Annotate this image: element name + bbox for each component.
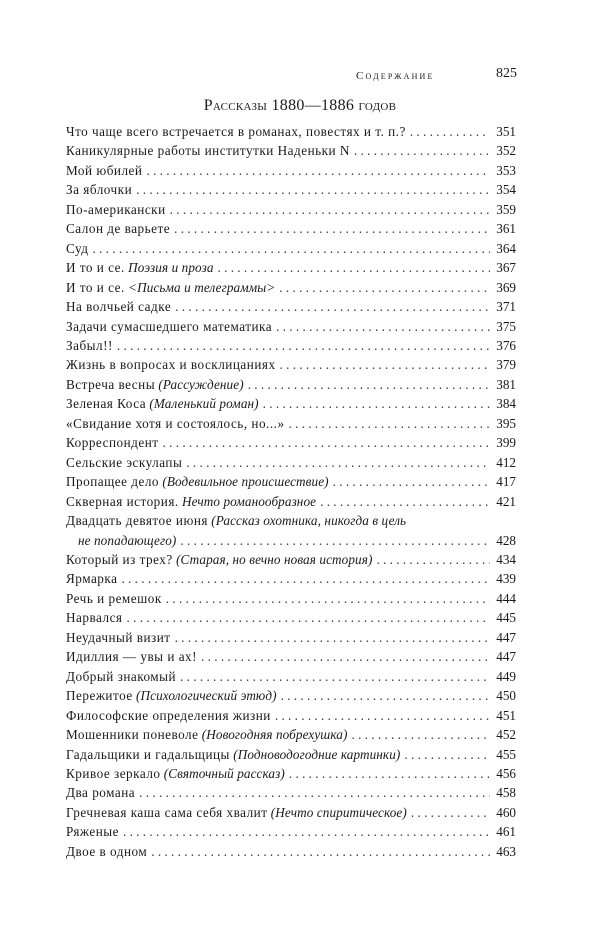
entry-title: Зеленая Коса (66, 396, 147, 412)
entry-title: Неудачный визит (66, 629, 171, 645)
entry-title: Встреча весны (66, 376, 156, 392)
toc-entry (66, 550, 516, 569)
toc-entry (66, 433, 516, 452)
entry-page-number: 351 (496, 124, 516, 139)
entry-title: Забыл!! (66, 337, 113, 353)
entry-title: Философские определения жизни (66, 707, 271, 723)
entry-subtitle: (Рассказ охотника, никогда в цель (211, 513, 407, 529)
dot-leader (275, 706, 490, 725)
entry-title: И то и се. (66, 279, 125, 295)
toc-entry (66, 317, 516, 336)
toc-entry (66, 297, 516, 316)
dot-leader (163, 433, 490, 452)
entry-page-number: 361 (496, 221, 516, 237)
dot-leader (289, 414, 490, 433)
entry-page-number: 353 (496, 162, 516, 178)
toc-entry (66, 161, 516, 180)
dot-leader (411, 803, 490, 822)
dot-leader (180, 667, 490, 686)
entry-page-number: 444 (496, 590, 516, 606)
entry-title: Корреспондент (66, 435, 159, 451)
entry-title: Задачи сумасшедшего математика (66, 318, 273, 334)
entry-title: Гречневая каша сама себя хвалит (66, 804, 268, 820)
toc-entry (66, 686, 516, 705)
dot-leader (127, 608, 491, 627)
entry-title: Салон де варьете (66, 221, 171, 237)
toc-entry (66, 589, 516, 608)
entry-title: Каникулярные работы институтки Наденьки N (66, 143, 350, 159)
dot-leader (174, 219, 490, 238)
toc-entry (66, 706, 516, 725)
entry-title: Добрый знакомый (66, 668, 177, 684)
toc-entry (66, 725, 516, 744)
dot-leader (175, 297, 490, 316)
entry-title: Гадальщики и гадальщицы (66, 746, 230, 762)
entry-page-number: 371 (496, 299, 516, 315)
entry-title: За яблочки (66, 182, 133, 198)
entry-page-number: 428 (496, 532, 516, 548)
dot-leader (289, 764, 490, 783)
entry-title: По-американски (66, 201, 166, 217)
entry-title: На волчьей садке (66, 299, 172, 315)
entry-title: Скверная история. (66, 493, 179, 509)
entry-title: «Свидание хотя и состоялось, но...» (66, 415, 285, 431)
dot-leader (279, 278, 490, 297)
dot-leader (121, 569, 490, 588)
dot-leader (180, 531, 490, 550)
entry-page-number: 460 (496, 804, 516, 820)
entry-page-number: 451 (496, 707, 516, 723)
dot-leader (280, 355, 490, 374)
toc-entry (66, 511, 516, 530)
running-head (0, 64, 600, 88)
toc-entry (66, 647, 516, 666)
entry-page-number: 445 (496, 610, 516, 626)
entry-subtitle: (Психологический этюд) (136, 688, 277, 704)
toc-entry (66, 394, 516, 413)
toc-entry (66, 667, 516, 686)
entry-page-number: 417 (496, 474, 516, 490)
dot-leader (201, 647, 490, 666)
toc-entry (66, 608, 516, 627)
dot-leader (276, 317, 490, 336)
dot-leader (218, 258, 490, 277)
entry-page-number: 455 (496, 746, 516, 762)
dot-leader (354, 141, 490, 160)
dot-leader (351, 725, 490, 744)
entry-page-number: 461 (496, 824, 516, 840)
entry-title: Кривое зеркало (66, 765, 161, 781)
toc-entry (66, 258, 516, 277)
entry-page-number: 450 (496, 688, 516, 704)
entry-title: Сельские эскулапы (66, 454, 183, 470)
toc-entry (66, 122, 516, 141)
entry-title: Пропащее дело (66, 474, 160, 490)
toc-entry (66, 141, 516, 160)
entry-page-number: 384 (496, 396, 516, 412)
entry-title: Идиллия — увы и ах! (66, 649, 198, 665)
toc-entry (66, 200, 516, 219)
toc-entry (66, 472, 516, 491)
entry-subtitle: (Маленький роман) (149, 396, 259, 412)
entry-page-number: 399 (496, 435, 516, 451)
entry-page-number: 447 (496, 649, 516, 665)
entry-page-number: 458 (496, 785, 516, 801)
entry-title: Речь и ремешок (66, 590, 162, 606)
entry-title: Мой юбилей (66, 162, 143, 178)
entry-page-number: 364 (496, 240, 516, 256)
toc-entry (66, 803, 516, 822)
toc-entry (66, 453, 516, 472)
entry-title: Двадцать девятое июня (66, 513, 208, 529)
toc-entry (66, 375, 516, 394)
toc-entry (66, 336, 516, 355)
table-of-contents (66, 122, 516, 861)
entry-title: Двое в одном (66, 843, 148, 859)
dot-leader (151, 842, 490, 861)
entry-page-number: 359 (496, 201, 516, 217)
entry-subtitle: Нечто романообразное (181, 493, 317, 509)
dot-leader (263, 394, 490, 413)
entry-page-number: 367 (496, 260, 516, 276)
dot-leader (170, 200, 490, 219)
dot-leader (175, 628, 490, 647)
dot-leader (320, 492, 490, 511)
toc-entry (66, 822, 516, 841)
dot-leader (404, 745, 490, 764)
entry-page-number: 376 (496, 337, 516, 353)
toc-entry-continuation (66, 531, 516, 550)
entry-page-number: 352 (496, 143, 516, 159)
entry-page-number: 381 (496, 376, 516, 392)
dot-leader (376, 550, 490, 569)
running-title: Содержание (356, 70, 435, 82)
entry-page-number: 452 (496, 727, 516, 743)
entry-subtitle: (Подноводогодние картинки) (233, 746, 401, 762)
toc-entry (66, 492, 516, 511)
entry-title: Два романа (66, 785, 136, 801)
entry-title: И то и се. (66, 260, 125, 276)
dot-leader (248, 375, 490, 394)
entry-subtitle: (Водевильное происшествие) (162, 474, 329, 490)
entry-page-number: 456 (496, 765, 516, 781)
entry-title: Ярмарка (66, 571, 118, 587)
toc-entry (66, 569, 516, 588)
dot-leader (410, 122, 490, 141)
entry-page-number: 421 (496, 493, 516, 509)
toc-entry (66, 745, 516, 764)
dot-leader (166, 589, 490, 608)
dot-leader (123, 822, 490, 841)
entry-title: Мошенники поневоле (66, 727, 199, 743)
entry-page-number: 379 (496, 357, 516, 373)
entry-page-number: 449 (496, 668, 516, 684)
entry-subtitle: (Новогодняя побрехушка) (201, 727, 348, 743)
dot-leader (139, 783, 490, 802)
toc-entry (66, 219, 516, 238)
entry-title: Что чаще всего встречается в романах, повестях и т. п.? (66, 124, 406, 139)
entry-title: Ряженые (66, 824, 119, 840)
entry-page-number: 375 (496, 318, 516, 334)
toc-entry (66, 628, 516, 647)
entry-page-number: 395 (496, 415, 516, 431)
dot-leader (146, 161, 490, 180)
toc-entry (66, 783, 516, 802)
toc-entry (66, 239, 516, 258)
entry-page-number: 354 (496, 182, 516, 198)
page-number: 825 (496, 66, 517, 81)
entry-title: Суд (66, 240, 89, 256)
entry-page-number: 434 (496, 551, 516, 567)
dot-leader (333, 472, 490, 491)
toc-entry (66, 764, 516, 783)
entry-title: Жизнь в вопросах и восклицаниях (66, 357, 276, 373)
entry-page-number: 447 (496, 629, 516, 645)
entry-page-number: 439 (496, 571, 516, 587)
entry-subtitle: (Святочный рассказ) (163, 765, 285, 781)
entry-page-number: 412 (496, 454, 516, 470)
entry-title: Пережитое (66, 688, 133, 704)
dot-leader (186, 453, 490, 472)
entry-title: Нарвался (66, 610, 123, 626)
entry-subtitle: (Нечто спиритическое) (270, 804, 407, 820)
entry-subtitle-continuation: не попадающего) (78, 532, 177, 548)
entry-subtitle: Поэзия и проза (128, 260, 214, 276)
entry-subtitle: (Старая, но вечно новая история) (176, 551, 373, 567)
dot-leader (117, 336, 490, 355)
entry-page-number: 463 (496, 843, 516, 859)
dot-leader (92, 239, 490, 258)
toc-entry (66, 180, 516, 199)
toc-entry (66, 414, 516, 433)
entry-subtitle: <Письма и телеграммы> (128, 279, 276, 295)
dot-leader (281, 686, 490, 705)
entry-subtitle: (Рассуждение) (158, 376, 244, 392)
toc-entry (66, 278, 516, 297)
dot-leader (136, 180, 490, 199)
entry-page-number: 369 (496, 279, 516, 295)
toc-entry (66, 842, 516, 861)
section-title: Рассказы 1880—1886 годов (203, 97, 397, 114)
entry-title: Который из трех? (66, 551, 173, 567)
toc-entry (66, 355, 516, 374)
